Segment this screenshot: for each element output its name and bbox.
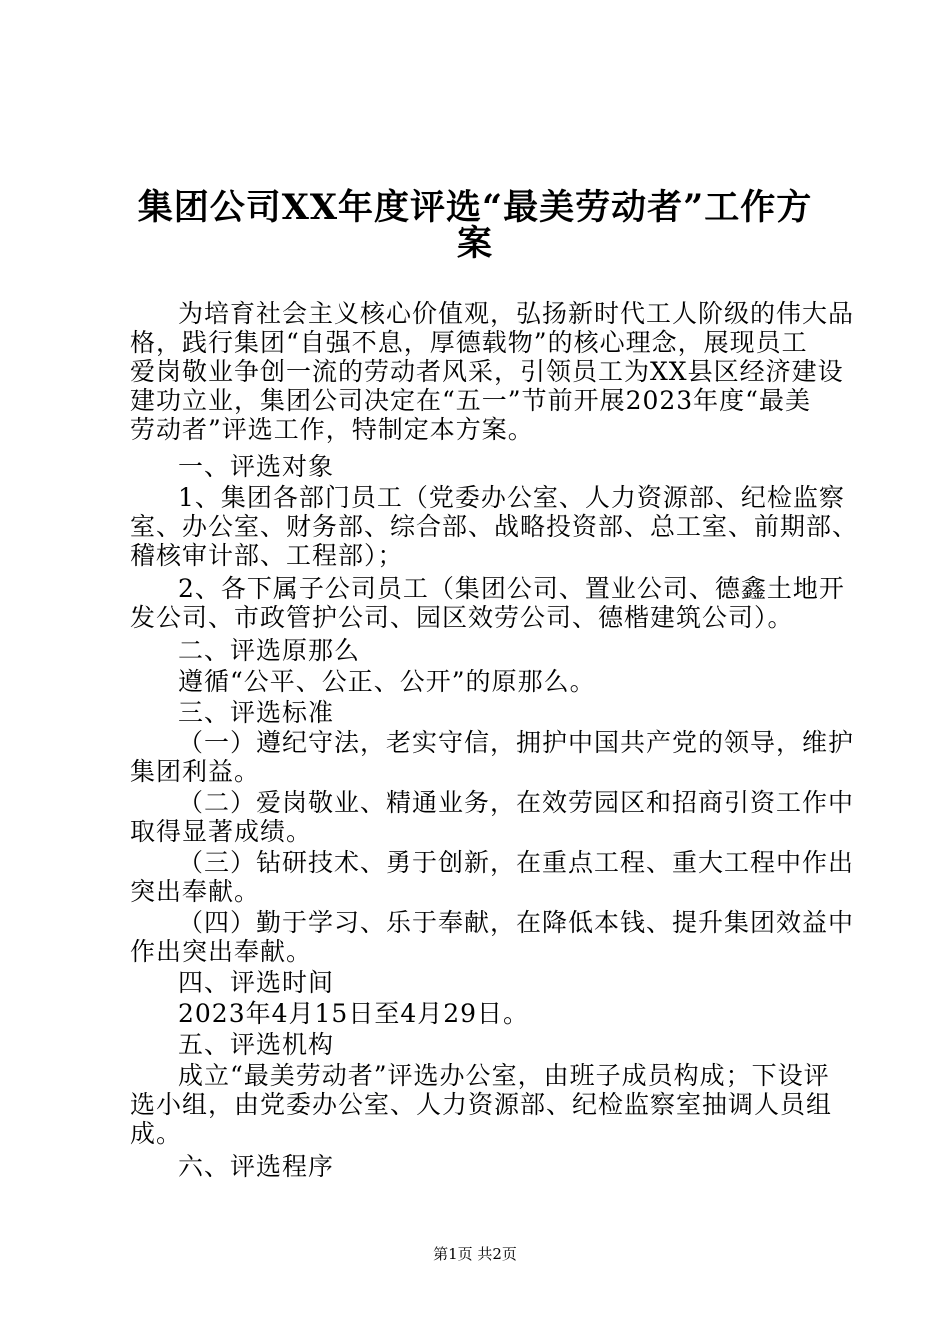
body-line-11: 遵循“公平、公正、公开”的原那么。 [178,667,596,696]
body-line-5: 劳动者”评选工作，特制定本方案。 [130,415,534,444]
body-line-19: 作出突出奉献。 [130,937,313,966]
body-line-14: （二）爱岗敬业、精通业务，在效劳园区和招商引资工作中 [178,788,855,817]
body-line-22: 选小组，由党委办公室、人力资源部、纪检监察室抽调人员组 [130,1090,833,1119]
body-line-6: 1、集团各部门员工（党委办公室、人力资源部、纪检监察 [178,483,845,512]
document-title-line-2: 案 [456,223,493,264]
section-heading-6: 六、评选程序 [178,1152,335,1181]
body-line-7: 室、办公室、财务部、综合部、战略投资部、总工室、前期部、 [130,512,859,541]
section-heading-5: 五、评选机构 [178,1030,335,1059]
body-line-3: 爱岗敬业争创一流的劳动者风采，引领员工为XX县区经济建设 [130,357,844,386]
body-line-17: 突出奉献。 [130,877,261,906]
body-line-20: 2023年4月15日至4月29日。 [178,999,530,1028]
body-line-15: 取得显著成绩。 [130,817,313,846]
body-line-9: 2、各下属子公司员工（集团公司、置业公司、德鑫土地开 [178,574,845,603]
body-line-21: 成立“最美劳动者”评选办公室，由班子成员构成；下设评 [178,1061,830,1090]
body-line-10: 发公司、市政管护公司、园区效劳公司、德楷建筑公司）。 [130,603,794,632]
body-line-8: 稽核审计部、工程部）； [130,541,404,570]
body-line-1: 为培育社会主义核心价值观，弘扬新时代工人阶级的伟大品 [178,299,855,328]
section-heading-1: 一、评选对象 [178,452,335,481]
body-line-18: （四）勤于学习、乐于奉献，在降低本钱、提升集团效益中 [178,908,855,937]
section-heading-3: 三、评选标准 [178,698,335,727]
section-heading-4: 四、评选时间 [178,968,335,997]
body-line-13: 集团利益。 [130,757,261,786]
section-heading-2: 二、评选原那么 [178,636,361,665]
body-line-2: 格，践行集团“自强不息，厚德载物”的核心理念，展现员工 [130,328,808,357]
body-line-16: （三）钻研技术、勇于创新，在重点工程、重大工程中作出 [178,848,855,877]
body-line-4: 建功立业，集团公司决定在“五一”节前开展2023年度“最美 [130,386,811,415]
page-number-footer: 第1页 共2页 [433,1245,517,1263]
document-title-line-1: 集团公司XX年度评选“最美劳动者”工作方 [137,187,813,228]
body-line-12: （一）遵纪守法，老实守信，拥护中国共产党的领导，维护 [178,728,855,757]
body-line-23: 成。 [130,1119,183,1148]
